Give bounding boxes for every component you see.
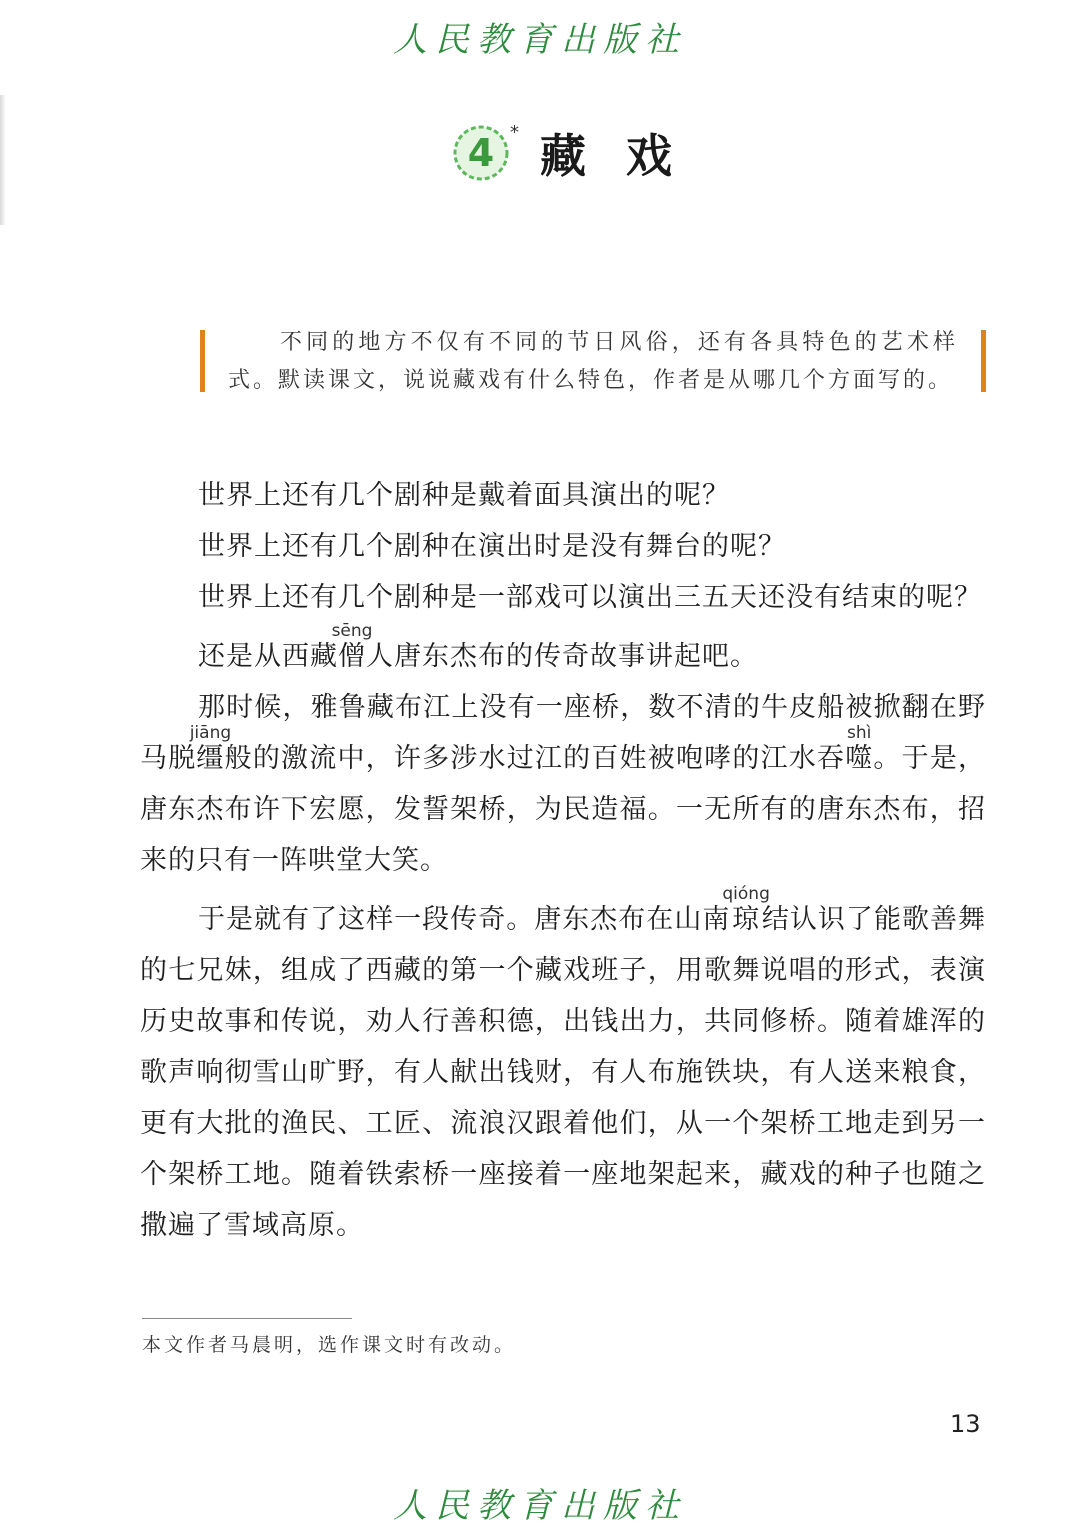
paragraph-5-text-b: 般的激流中，许多涉水过江的百姓被咆哮的江水吞: [224, 743, 846, 774]
paragraph-6-text-a: 于是就有了这样一段传奇。唐东杰布在山南: [198, 904, 731, 935]
paragraph-4-text-b: 人唐东杰布的传奇故事讲起吧。: [366, 641, 758, 672]
paragraph-2: 世界上还有几个剧种在演出时是没有舞台的呢？: [198, 531, 786, 562]
pinyin: jiāng: [189, 723, 232, 743]
pinyin: sēng: [331, 621, 373, 641]
optional-lesson-marker: *: [510, 122, 519, 143]
page-number: 13: [950, 1410, 981, 1438]
paragraph-4: [140, 623, 986, 682]
footnote: 本文作者马晨明，选作课文时有改动。: [142, 1334, 517, 1356]
article-body: [140, 470, 986, 1251]
publisher-watermark-top: 人民教育出版社: [393, 20, 687, 60]
pinyin: qióng: [722, 884, 770, 904]
pinyin-annotation-jiang: [189, 723, 232, 774]
ruby-char: 缰: [189, 743, 232, 774]
paragraph-3: 世界上还有几个剧种是一部戏可以演出三五天还没有结束的呢？: [198, 582, 982, 613]
pinyin: shì: [845, 723, 874, 743]
paragraph-5-text-a: 那时候，雅鲁藏布江上没有一座桥，数不清的牛皮船被掀翻在野马脱: [140, 692, 986, 774]
paragraph-6: [140, 886, 986, 1251]
lesson-title: 藏戏: [540, 129, 712, 183]
lesson-number: 4: [467, 131, 495, 175]
pinyin-annotation-shi: [845, 723, 874, 774]
lesson-title-row: [0, 118, 1080, 198]
reading-prompt-box: [200, 322, 986, 394]
footnote-divider: [142, 1318, 352, 1319]
paragraph-4-text-a: 还是从西藏: [198, 641, 338, 672]
paragraph-5: [140, 682, 986, 886]
paragraph-6-text-b: 结认识了能歌善舞的七兄妹，组成了西藏的第一个藏戏班子，用歌舞说唱的形式，表演历史故事和传说，劝人行善积德，出钱出力，共同修桥。随着雄浑的歌声响彻雪山旷野，有人献出钱财，有人布施铁块，有人送来粮食，更有大批的渔民、工匠、流浪汉跟着他们，从一个架桥工地走到另一个架桥工地。随着铁索桥一座接着一座地架起来，藏戏的种子也随之撒遍了雪域高原。: [140, 904, 986, 1241]
reading-prompt-text: 不同的地方不仅有不同的节日风俗，还有各具特色的艺术样式。默读课文，说说藏戏有什么特色，作者是从哪几个方面写的。: [228, 330, 958, 393]
paragraph-1: 世界上还有几个剧种是戴着面具演出的呢？: [198, 480, 730, 511]
ruby-char: 噬: [845, 743, 874, 774]
lesson-number-badge: [452, 124, 510, 182]
pinyin-annotation-seng: [331, 621, 373, 672]
pinyin-annotation-qiong: [722, 884, 770, 935]
paragraph-5-text-c: 。于是，唐东杰布许下宏愿，发誓架桥，为民造福。一无所有的唐东杰布，招来的只有一阵哄堂大笑。: [140, 743, 987, 876]
publisher-watermark-bottom: 人民教育出版社: [393, 1486, 687, 1526]
ruby-char: 琼: [722, 904, 770, 935]
ruby-char: 僧: [331, 641, 373, 672]
prompt-left-bar: [200, 330, 205, 392]
prompt-right-bar: [981, 330, 986, 392]
